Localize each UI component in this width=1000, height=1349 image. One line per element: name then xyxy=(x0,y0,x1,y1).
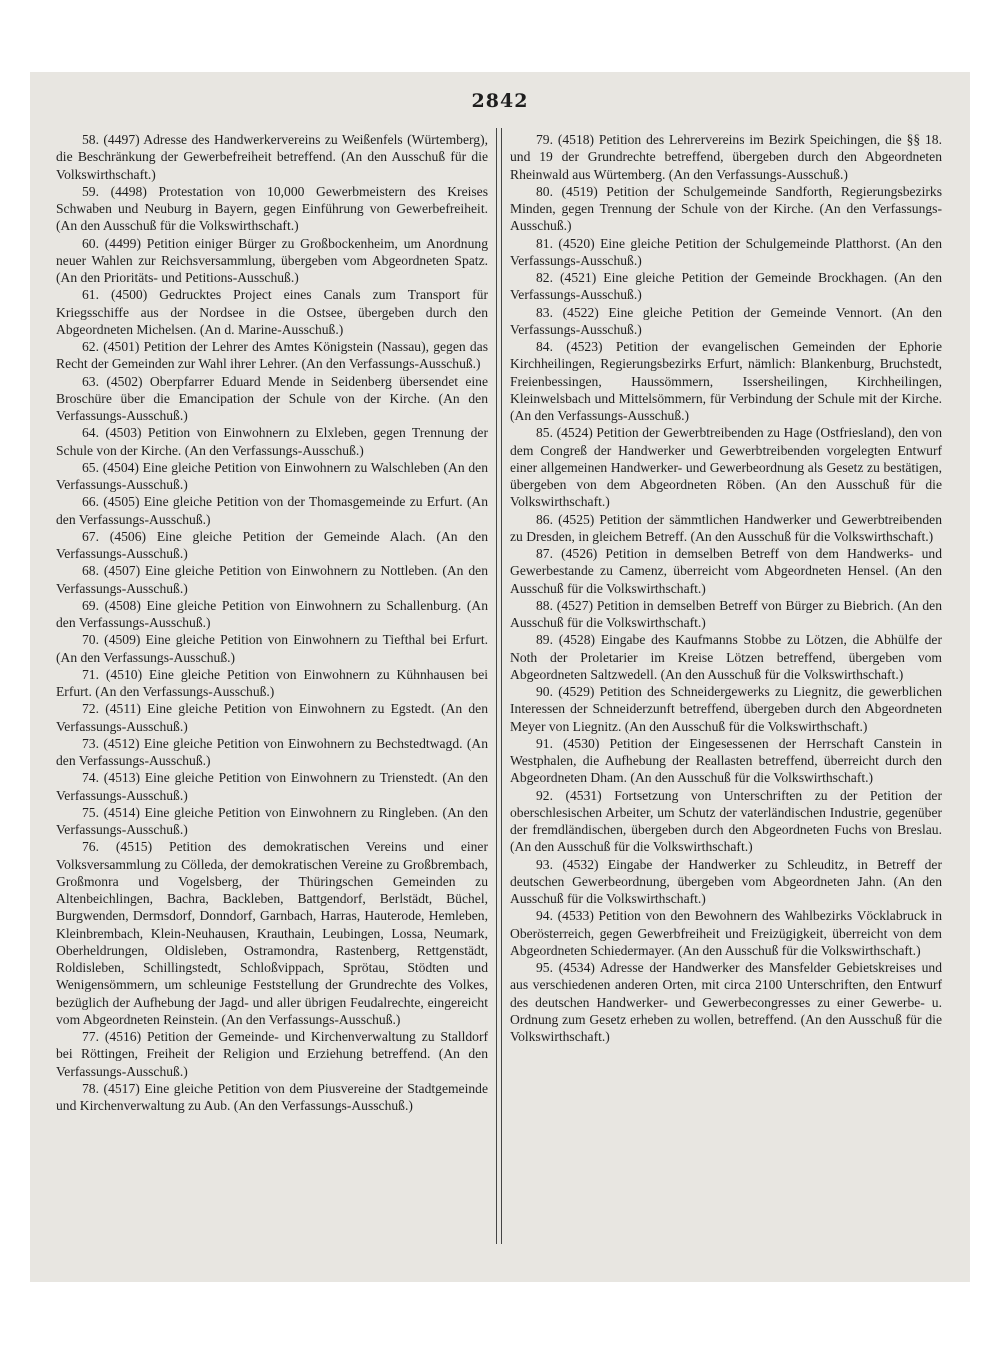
left-column xyxy=(56,131,488,1114)
petition-entry: 79. (4518) Petition des Lehrervereins im Bezirk Speichingen, die §§ 18. und 19 der Grundrechte betreffend, übergeben durch den Abgeordneten Rheinwald aus Würtemberg. (An den Verfassungs-Ausschuß.) xyxy=(510,132,942,182)
petition-entry: 82. (4521) Eine gleiche Petition der Gemeinde Brockhagen. (An den Verfassungs-Ausschuß.) xyxy=(510,270,942,303)
petition-entry: 83. (4522) Eine gleiche Petition der Gemeinde Vennort. (An den Verfassungs-Ausschuß.) xyxy=(510,304,942,337)
petition-entry: 74. (4513) Eine gleiche Petition von Einwohnern zu Trienstedt. (An den Verfassungs-Ausschuß.) xyxy=(56,770,488,803)
petition-entry: 67. (4506) Eine gleiche Petition der Gemeinde Alach. (An den Verfassungs-Ausschuß.) xyxy=(56,528,488,561)
petition-entry: 76. (4515) Petition des demokratischen Vereins und einer Volksversammlung zu Cölleda, der demokratischen Vereine zu Großbrembach, Großmonra und Vogelsberg, der Thüringschen Gemeinden zu Altenbeichlingen, Bachra, Backleben, Battgendorf, Berlstädt, Büchel, Burgwenden, Dermsdorf, Donndorf, Garnbach, Harras, Hauterode, Hemleben, Kleinbrembach, Klein-Neuhausen, Krauthain, Leubingen, Lossa, Neumark, Oberheldrungen, Oldisleben, Ostramondra, Rastenberg, Rettgenstädt, Roldisleben, Schillingstedt, Schloßvippach, Sprötau, Stödten und Wenigensömmern, um schleunige Feststellung der Grundrechte des Volkes, bezüglich der Aufhebung der Jagd- und aller übrigen Feudalrechte, eingereicht vom Abgeordneten Reinstein. (An den Verfassungs-Ausschuß.) xyxy=(56,839,488,1027)
petition-entry: 71. (4510) Eine gleiche Petition von Einwohnern zu Kühnhausen bei Erfurt. (An den Verfassungs-Ausschuß.) xyxy=(56,666,488,699)
petition-entry: 68. (4507) Eine gleiche Petition von Einwohnern zu Nottleben. (An den Verfassungs-Ausschuß.) xyxy=(56,563,488,596)
petition-entry: 69. (4508) Eine gleiche Petition von Einwohnern zu Schallenburg. (An den Verfassungs-Ausschuß.) xyxy=(56,597,488,630)
page-number: 2842 xyxy=(471,90,529,112)
petition-entry: 63. (4502) Oberpfarrer Eduard Mende in Seidenberg übersendet eine Broschüre über die Emancipation der Schule von der Kirche. (An den Verfassungs-Ausschuß.) xyxy=(56,373,488,423)
petition-entry: 88. (4527) Petition in demselben Betreff von Bürger zu Biebrich. (An den Ausschuß für die Volkswirthschaft.) xyxy=(510,597,942,630)
petition-entry: 84. (4523) Petition der evangelischen Gemeinden der Ephorie Kirchheilingen, Regierungsbezirks Erfurt, nämlich: Blankenburg, Bruchstedt, Freienbessingen, Haussömmern, Issersheilingen, Kirchheilingen, Kleinwelsbach und Mittelsömmern, für Verbindung der Schule mit der Kirche. (An den Verfassungs-Ausschuß.) xyxy=(510,339,942,423)
right-column xyxy=(510,131,942,1045)
petition-entry: 72. (4511) Eine gleiche Petition von Einwohnern zu Egstedt. (An den Verfassungs-Ausschuß.) xyxy=(56,701,488,734)
petition-entry: 90. (4529) Petition des Schneidergewerks zu Liegnitz, die gewerblichen Interessen der Schneiderzunft betreffend, übergeben durch den Abgeordneten Meyer von Liegnitz. (An den Ausschuß für die Volkswirthschaft.) xyxy=(510,684,942,734)
petition-entry: 95. (4534) Adresse der Handwerker des Mansfelder Gebietskreises und aus verschiedenen anderen Orten, mit circa 2100 Unterschriften, den Entwurf des deutschen Handwerker- und Gewerbecongresses zu einer Gewerbe- u. Ordnung zum Gesetz erheben zu wollen, betreffend. (An den Ausschuß für die Volkswirthschaft.) xyxy=(510,960,942,1044)
petition-entry: 77. (4516) Petition der Gemeinde- und Kirchenverwaltung zu Stalldorf bei Röttingen, Freiheit der Religion und Erziehung betreffend. (An den Verfassungs-Ausschuß.) xyxy=(56,1029,488,1079)
petition-entry: 66. (4505) Eine gleiche Petition von der Thomasgemeinde zu Erfurt. (An den Verfassungs-Ausschuß.) xyxy=(56,494,488,527)
petition-entry: 75. (4514) Eine gleiche Petition von Einwohnern zu Ringleben. (An den Verfassungs-Ausschuß.) xyxy=(56,804,488,837)
petition-entry: 62. (4501) Petition der Lehrer des Amtes Königstein (Nassau), gegen das Recht der Gemeinden zur Wahl ihrer Lehrer. (An den Verfassungs-Ausschuß.) xyxy=(56,339,488,372)
petition-entry: 58. (4497) Adresse des Handwerkervereins zu Weißenfels (Würtemberg), die Beschränkung der Gewerbefreiheit betreffend. (An den Ausschuß für die Volkswirthschaft.) xyxy=(56,132,488,182)
petition-entry: 65. (4504) Eine gleiche Petition von Einwohnern zu Walschleben (An den Verfassungs-Ausschuß.) xyxy=(56,459,488,492)
petition-entry: 87. (4526) Petition in demselben Betreff von dem Handwerks- und Gewerbestande zu Camenz, überreicht vom Abgeordneten Hensel. (An den Ausschuß für die Volkswirthschaft.) xyxy=(510,546,942,596)
petition-entry: 81. (4520) Eine gleiche Petition der Schulgemeinde Platthorst. (An den Verfassungs-Ausschuß.) xyxy=(510,235,942,268)
petition-entry: 60. (4499) Petition einiger Bürger zu Großbockenheim, um Anordnung neuer Wahlen zur Reichsversammlung, übergeben vom Abgeordneten Spatz. (An den Prioritäts- und Petitions-Ausschuß.) xyxy=(56,235,488,285)
column-divider xyxy=(496,128,502,1244)
petition-entry: 93. (4532) Eingabe der Handwerker zu Schleuditz, in Betreff der deutschen Gewerbeordnung, übergeben vom Abgeordneten Jahn. (An den Ausschuß für die Volkswirthschaft.) xyxy=(510,856,942,906)
petition-entry: 92. (4531) Fortsetzung von Unterschriften zu der Petition der oberschlesischen Arbeiter, um Schutz der vaterländischen Industrie, gegenüber der fremdländischen, übergeben durch den Abgeordneten Fuchs von Breslau. (An den Ausschuß für die Volkswirthschaft.) xyxy=(510,787,942,855)
petition-entry: 91. (4530) Petition der Eingesessenen der Herrschaft Canstein in Westphalen, die Aufhebung der Reallasten betreffend, überreicht durch den Abgeordneten Dham. (An den Ausschuß für die Volkswirthschaft.) xyxy=(510,735,942,786)
petition-entry: 80. (4519) Petition der Schulgemeinde Sandforth, Regierungsbezirks Minden, gegen Trennung der Schule von der Kirche. (An den Verfassungs-Ausschuß.) xyxy=(510,183,942,234)
petition-entry: 73. (4512) Eine gleiche Petition von Einwohnern zu Bechstedtwagd. (An den Verfassungs-Ausschuß.) xyxy=(56,735,488,768)
petition-entry: 59. (4498) Protestation von 10,000 Gewerbmeistern des Kreises Schwaben und Neuburg in Bayern, gegen Einführung von Gewerbefreiheit. (An den Ausschuß für die Volkswirthschaft.) xyxy=(56,183,488,234)
petition-entry: 70. (4509) Eine gleiche Petition von Einwohnern zu Tiefthal bei Erfurt. (An den Verfassungs-Ausschuß.) xyxy=(56,632,488,665)
petition-entry: 85. (4524) Petition der Gewerbtreibenden zu Hage (Ostfriesland), den von dem Congreß der Handwerker und Gewerbtreibenden vorgelegten Entwurf einer allgemeinen Handwerker- und Gewerbeordnung als Gesetz zu bestätigen, übergeben von dem Abgeordneten Röben. (An den Ausschuß für die Volkswirthschaft.) xyxy=(510,425,942,510)
petition-entry: 89. (4528) Eingabe des Kaufmanns Stobbe zu Lötzen, die Abhülfe der Noth der Proletarier im Kreise Lötzen betreffend, übergeben vom Abgeordneten Saltzwedell. (An den Ausschuß für die Volkswirthschaft.) xyxy=(510,632,942,682)
petition-entry: 86. (4525) Petition der sämmtlichen Handwerker und Gewerbtreibenden zu Dresden, in gleichem Betreff. (An den Ausschuß für die Volkswirthschaft.) xyxy=(510,511,942,544)
petition-entry: 61. (4500) Gedrucktes Project eines Canals zum Transport für Kriegsschiffe aus der Nordsee in die Ostsee, übergeben durch den Abgeordneten Michelsen. (An d. Marine-Ausschuß.) xyxy=(56,287,488,337)
petition-entry: 94. (4533) Petition von den Bewohnern des Wahlbezirks Vöcklabruck in Oberösterreich, gegen Gewerbfreiheit und Freizügigkeit, überreicht von dem Abgeordneten Schiedermayer. (An den Ausschuß für die Volkswirthschaft.) xyxy=(510,908,942,958)
petition-entry: 64. (4503) Petition von Einwohnern zu Elxleben, gegen Trennung der Schule von der Kirche. (An den Verfassungs-Ausschuß.) xyxy=(56,425,488,458)
petition-entry: 78. (4517) Eine gleiche Petition von dem Piusvereine der Stadtgemeinde und Kirchenverwaltung zu Aub. (An den Verfassungs-Ausschuß.) xyxy=(56,1080,488,1113)
